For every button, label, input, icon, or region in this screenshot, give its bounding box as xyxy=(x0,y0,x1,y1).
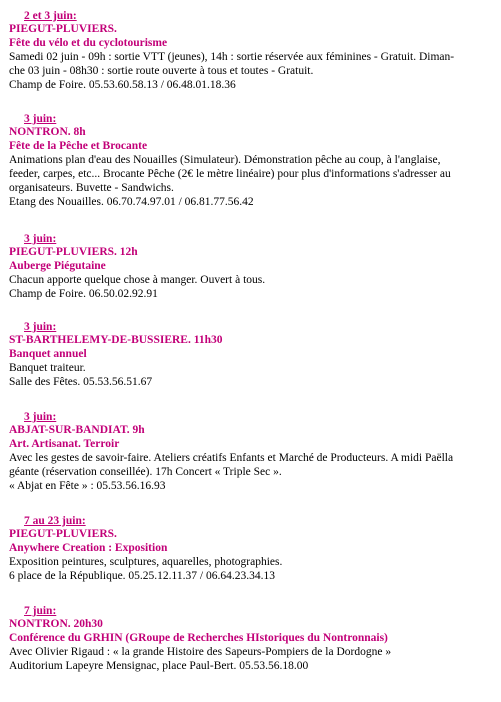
event-town: PIEGUT-PLUVIERS. xyxy=(9,23,117,35)
event-detail: « Abjat en Fête » : 05.53.56.16.93 xyxy=(9,480,166,492)
event-detail: Banquet traiteur. xyxy=(9,362,86,374)
event-title: Fête de la Pêche et Brocante xyxy=(9,140,148,152)
event-detail: 6 place de la République. 05.25.12.11.37 / 06.64.23.34.13 xyxy=(9,570,275,582)
event-detail: che 03 juin - 08h30 : sortie route ouverte à tous et toutes - Gratuit. xyxy=(9,65,314,77)
event-detail: géante (réservation conseillée). 17h Concert « Triple Sec ». xyxy=(9,466,282,478)
event-date: 3 juin: xyxy=(24,321,57,333)
event-item xyxy=(9,605,493,673)
event-detail: Champ de Foire. 05.53.60.58.13 / 06.48.01.18.36 xyxy=(9,79,236,91)
event-detail: Avec les gestes de savoir-faire. Ateliers créatifs Enfants et Marché de Producteurs. A midi Paëlla xyxy=(9,452,454,464)
event-town: NONTRON. 20h30 xyxy=(9,618,103,630)
event-town: ST-BARTHELEMY-DE-BUSSIERE. 11h30 xyxy=(9,334,223,346)
event-title: Anywhere Creation : Exposition xyxy=(9,542,168,554)
event-town: ABJAT-SUR-BANDIAT. 9h xyxy=(9,424,145,436)
event-title: Art. Artisanat. Terroir xyxy=(9,438,120,450)
event-detail: Avec Olivier Rigaud : « la grande Histoire des Sapeurs-Pompiers de la Dordogne » xyxy=(9,646,392,658)
event-detail: feeder, carpes, etc... Brocante Pêche (2€ le mètre linéaire) pour plus d'informations s'adresser au xyxy=(9,168,451,180)
event-item xyxy=(9,321,493,389)
event-detail: Samedi 02 juin - 09h : sortie VTT (jeunes), 14h : sortie réservée aux féminines - Gratuit. Diman- xyxy=(9,51,455,63)
event-date: 7 juin: xyxy=(24,605,57,617)
event-detail: Champ de Foire. 06.50.02.92.91 xyxy=(9,288,158,300)
event-title: Banquet annuel xyxy=(9,348,87,360)
event-item xyxy=(9,113,493,209)
event-date: 3 juin: xyxy=(24,411,57,423)
event-item xyxy=(9,233,493,301)
event-title: Fête du vélo et du cyclotourisme xyxy=(9,37,168,49)
event-town: PIEGUT-PLUVIERS. 12h xyxy=(9,246,138,258)
event-title: Conférence du GRHIN (GRoupe de Recherches HIstoriques du Nontronnais) xyxy=(9,632,388,644)
event-town: PIEGUT-PLUVIERS. xyxy=(9,528,117,540)
event-date: 2 et 3 juin: xyxy=(24,10,77,22)
event-detail: Chacun apporte quelque chose à manger. Ouvert à tous. xyxy=(9,274,266,286)
event-date: 7 au 23 juin: xyxy=(24,515,86,527)
event-date: 3 juin: xyxy=(24,113,57,125)
event-detail: Animations plan d'eau des Nouailles (Simulateur). Démonstration pêche au coup, à l'anglaise, xyxy=(9,154,441,166)
event-detail: organisateurs. Buvette - Sandwichs. xyxy=(9,182,174,194)
event-item xyxy=(9,10,493,92)
event-detail: Auditorium Lapeyre Mensignac, place Paul-Bert. 05.53.56.18.00 xyxy=(9,660,309,672)
event-town: NONTRON. 8h xyxy=(9,126,86,138)
event-detail: Etang des Nouailles. 06.70.74.97.01 / 06.81.77.56.42 xyxy=(9,196,254,208)
event-detail: Exposition peintures, sculptures, aquarelles, photographies. xyxy=(9,556,283,568)
event-title: Auberge Piégutaine xyxy=(9,260,106,272)
event-item xyxy=(9,515,493,583)
event-item xyxy=(9,411,493,493)
event-date: 3 juin: xyxy=(24,233,57,245)
event-detail: Salle des Fêtes. 05.53.56.51.67 xyxy=(9,376,153,388)
